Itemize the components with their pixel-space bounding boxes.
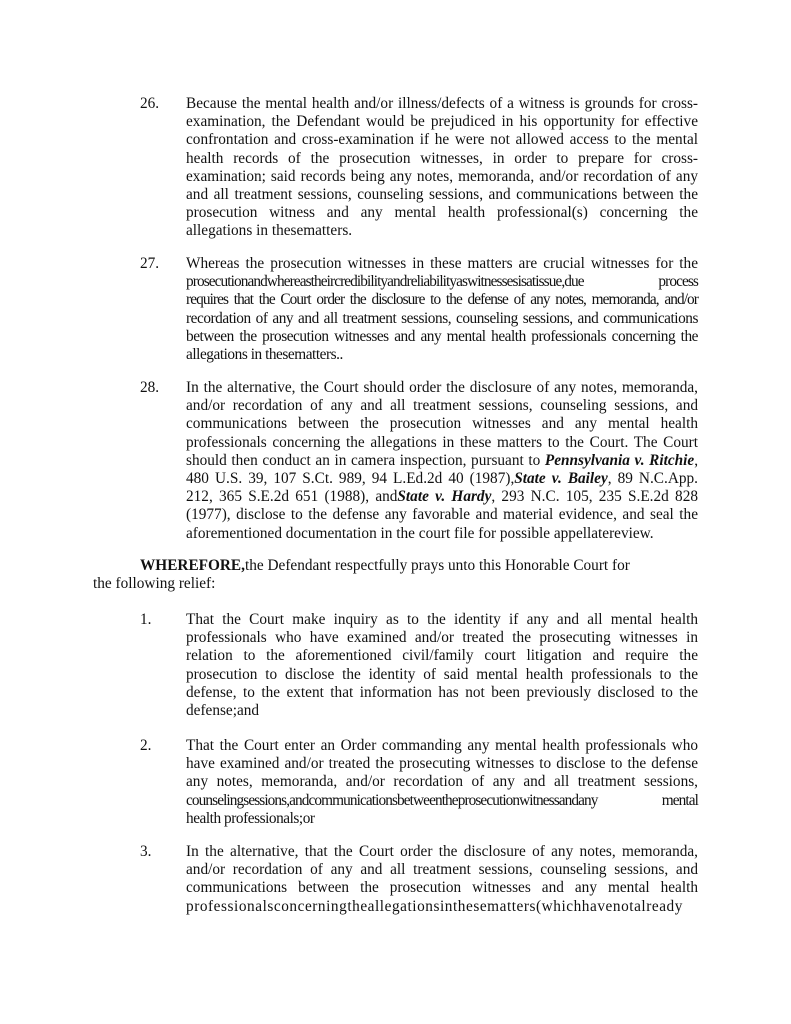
text-line: have examined and/or treated the prosecuting witnesses to disclose to the defense xyxy=(186,755,698,773)
text-line: Because the mental health and/or illness/defects of a witness is grounds for cross- xyxy=(186,95,698,112)
text-line: and/or recordation of any and all treatment sessions, counseling sessions, and xyxy=(186,861,698,879)
wherefore-text: the Defendant respectfully prays unto this Honorable Court for xyxy=(244,557,630,574)
text-line: professionalsconcerningtheallegationsinthesematters(whichhavenotalready xyxy=(186,897,683,915)
paragraph-27 xyxy=(186,255,698,364)
relief-item-2 xyxy=(186,737,698,828)
text-line: That the Court make inquiry as to the identity if any and all mental health xyxy=(186,611,698,628)
text-line: confrontation and cross-examination if he were not allowed access to the mental xyxy=(186,131,698,149)
text-line: aforementioned documentation in the court file for possible appellatereview. xyxy=(186,524,654,542)
text-line: examination, the Defendant would be prejudiced in his opportunity for effective xyxy=(186,113,698,131)
case-citation: State v. Hardy xyxy=(397,488,492,506)
case-citation: State v. Bailey xyxy=(514,470,608,488)
text-line: communications between the prosecution witnesses and any mental health xyxy=(186,415,698,433)
wherefore-lead: WHEREFORE, xyxy=(140,557,245,574)
text-line: defense;and xyxy=(186,702,260,720)
text-line xyxy=(186,488,698,506)
text-segment: , 89 N.C.App. xyxy=(607,470,698,488)
relief-number: 2. xyxy=(140,737,152,754)
text-line: In the alternative, the Court should order the disclosure of any notes, memoranda, xyxy=(186,379,698,396)
relief-number: 3. xyxy=(140,843,152,860)
text-line: health professionals;or xyxy=(186,809,315,827)
text-line: requires that the Court order the disclosure to the defense of any notes, memoranda, and/or xyxy=(186,291,698,309)
relief-item-3 xyxy=(186,843,698,916)
text-segment: 480 U.S. 39, 107 S.Ct. 989, 94 L.Ed.2d 40 (1987), xyxy=(186,470,515,488)
paragraph-number: 28. xyxy=(140,379,160,396)
paragraph-26 xyxy=(186,95,698,241)
relief-item-1 xyxy=(186,611,698,720)
text-line: any notes, memoranda, and/or recordation of any and all treatment sessions, xyxy=(186,773,698,791)
text-line: and all treatment sessions, counseling sessions, and communications between the xyxy=(186,186,698,204)
paragraph-number: 27. xyxy=(140,255,160,272)
text-line: allegations in thesematters. xyxy=(186,222,353,240)
text-segment: should then conduct an in camera inspection, pursuant to xyxy=(186,451,541,469)
text-line: (1977), disclose to the defense any favorable and material evidence, and seal the xyxy=(186,506,698,524)
paragraph-28 xyxy=(186,379,698,543)
text-line: communications between the prosecution witnesses and any mental health xyxy=(186,879,698,897)
text-line: prosecution to disclose the identity of said mental health professionals to the xyxy=(186,665,698,683)
text-segment: , xyxy=(694,451,699,469)
text-line xyxy=(186,470,698,488)
text-line: and/or recordation of any and all treatment sessions, counseling sessions, and xyxy=(186,397,698,415)
text-line: professionals concerning the allegations in these matters to the Court. The Court xyxy=(186,433,698,451)
text-line: prosecution witness and any mental health professional(s) concerning the xyxy=(186,204,698,222)
text-line: between the prosecution witnesses and any mental health professionals concerning the xyxy=(186,327,698,345)
paragraph-number: 26. xyxy=(140,95,160,112)
text-line: defense, to the extent that information has not been previously disclosed to the xyxy=(186,683,698,701)
text-line: examination; said records being any notes, memoranda, and/or recordation of any xyxy=(186,167,698,185)
text-segment: , 293 N.C. 105, 235 S.E.2d 828 xyxy=(491,488,698,506)
text-line: counselingsessions,andcommunicationsbetweentheprosecutionwitnessandany mental xyxy=(186,791,698,809)
text-line: recordation of any and all treatment sessions, counseling sessions, and communications xyxy=(186,309,698,327)
wherefore-line-2: the following relief: xyxy=(93,575,216,592)
text-line: professionals who have examined and/or treated the prosecuting witnesses in xyxy=(186,629,698,647)
case-citation: Pennsylvania v. Ritchie xyxy=(544,451,695,469)
text-segment: 212, 365 S.E.2d 651 (1988), and xyxy=(186,488,398,506)
text-line xyxy=(186,452,698,470)
wherefore-clause xyxy=(140,557,700,575)
text-line: prosecutionandwhereastheircredibilityandreliabilityaswitnessesisatissue,due process xyxy=(186,273,698,291)
text-line: That the Court enter an Order commanding any mental health professionals who xyxy=(186,737,698,754)
text-line: health records of the prosecution witnesses, in order to prepare for cross- xyxy=(186,149,698,167)
text-line: In the alternative, that the Court order the disclosure of any notes, memoranda, xyxy=(186,843,698,860)
text-line: relation to the aforementioned civil/family court litigation and require the xyxy=(186,647,698,665)
text-line: allegations in thesematters.. xyxy=(186,346,343,364)
relief-number: 1. xyxy=(140,611,152,628)
text-line: Whereas the prosecution witnesses in these matters are crucial witnesses for the xyxy=(186,255,698,272)
